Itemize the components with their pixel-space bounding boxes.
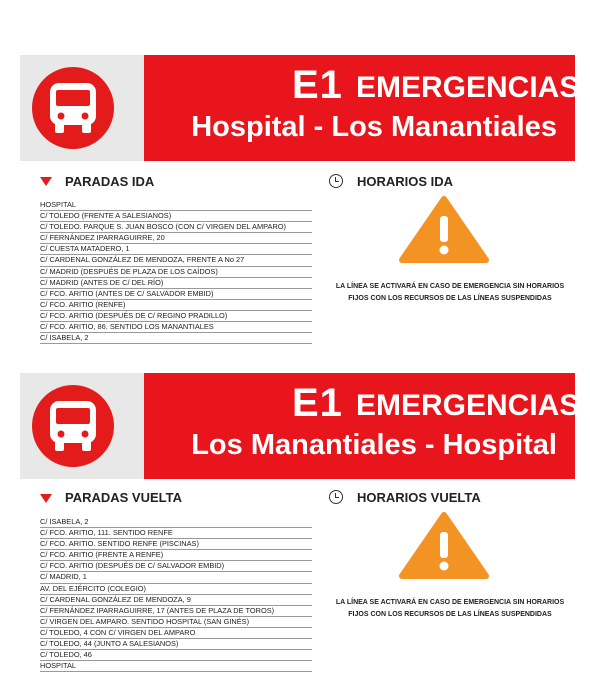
- schedule-title: HORARIOS VUELTA: [357, 490, 481, 505]
- list-item: C/ TOLEDO, 44 (JUNTO A SALESIANOS): [40, 639, 312, 650]
- line-code: E1: [292, 63, 343, 107]
- vuelta-title-panel: [144, 373, 580, 479]
- list-item: C/ FCO. ARITIO (FRENTE A RENFE): [40, 550, 312, 561]
- list-item: C/ TOLEDO. PARQUE S. JUAN BOSCO (CON C/ VIRGEN DEL AMPARO): [40, 222, 312, 233]
- list-item: HOSPITAL: [40, 661, 312, 672]
- notice-line: FIJOS CON LOS RECURSOS DE LAS LÍNEAS SUSPENDIDAS: [348, 295, 552, 302]
- notice-line: LA LÍNEA SE ACTIVARÁ EN CASO DE EMERGENCIA SIN HORARIOS: [335, 599, 565, 606]
- list-item: C/ ISABELA, 2: [40, 517, 312, 528]
- list-item: C/ TOLEDO, 46: [40, 650, 312, 661]
- ida-stops-list: [40, 200, 312, 344]
- ida-header-banner: [20, 55, 580, 161]
- list-item: C/ FERNÁNDEZ IPARRAGUIRRE, 20: [40, 233, 312, 244]
- bus-icon: [32, 67, 114, 149]
- line-type: EMERGENCIAS: [356, 71, 580, 104]
- list-item: C/ MADRID (DESPUÉS DE PLAZA DE LOS CAÍDOS): [40, 267, 312, 278]
- route-name: Hospital - Los Manantiales: [191, 111, 557, 143]
- clock-icon: [329, 174, 343, 188]
- ida-notice: [330, 281, 570, 305]
- bus-icon: [32, 385, 114, 467]
- list-item: C/ CARDENAL GONZÁLEZ DE MENDOZA, 9: [40, 595, 312, 606]
- list-item: AV. DEL EJÉRCITO (COLEGIO): [40, 584, 312, 595]
- line-type: EMERGENCIAS: [356, 389, 580, 422]
- list-item: C/ FCO. ARITIO (RENFE): [40, 300, 312, 311]
- list-item: C/ MADRID, 1: [40, 572, 312, 583]
- list-item: HOSPITAL: [40, 200, 312, 211]
- list-item: C/ MADRID (ANTES DE C/ DEL RÍO): [40, 278, 312, 289]
- list-item: C/ FCO. ARITIO, 111. SENTIDO RENFE: [40, 528, 312, 539]
- notice-line: FIJOS CON LOS RECURSOS DE LAS LÍNEAS SUSPENDIDAS: [348, 611, 552, 618]
- route-name: Los Manantiales - Hospital: [191, 429, 557, 461]
- list-item: C/ TOLEDO, 4 CON C/ VIRGEN DEL AMPARO: [40, 628, 312, 639]
- list-item: C/ FCO. ARITIO (DESPUÉS DE C/ SALVADOR EMBID): [40, 561, 312, 572]
- stops-title: PARADAS IDA: [65, 174, 155, 189]
- warning-icon: [398, 196, 490, 269]
- list-item: C/ CARDENAL GONZÁLEZ DE MENDOZA, FRENTE A No 27: [40, 255, 312, 266]
- list-item: C/ FCO. ARITIO, 86. SENTIDO LOS MANANTIALES: [40, 322, 312, 333]
- list-item: C/ FCO. ARITIO. SENTIDO RENFE (PISCINAS): [40, 539, 312, 550]
- schedule-title: HORARIOS IDA: [357, 174, 454, 189]
- down-triangle-icon: [40, 177, 52, 186]
- stops-title: PARADAS VUELTA: [65, 490, 182, 505]
- vuelta-notice: [330, 597, 570, 621]
- vuelta-stops-list: [40, 517, 312, 672]
- vuelta-header-banner: [20, 373, 580, 479]
- warning-icon: [398, 512, 490, 585]
- line-code: E1: [292, 381, 343, 425]
- list-item: C/ FERNÁNDEZ IPARRAGUIRRE, 17 (ANTES DE PLAZA DE TOROS): [40, 606, 312, 617]
- list-item: C/ CUESTA MATADERO, 1: [40, 244, 312, 255]
- notice-line: LA LÍNEA SE ACTIVARÁ EN CASO DE EMERGENCIA SIN HORARIOS: [335, 283, 565, 290]
- list-item: C/ TOLEDO (FRENTE A SALESIANOS): [40, 211, 312, 222]
- list-item: C/ FCO. ARITIO (DESPUÉS DE C/ REGINO PRADILLO): [40, 311, 312, 322]
- down-triangle-icon: [40, 494, 52, 503]
- ida-title-panel: [144, 55, 580, 161]
- list-item: C/ ISABELA, 2: [40, 333, 312, 344]
- clock-icon: [329, 490, 343, 504]
- list-item: C/ FCO. ARITIO (ANTES DE C/ SALVADOR EMBID): [40, 289, 312, 300]
- list-item: C/ VIRGEN DEL AMPARO. SENTIDO HOSPITAL (SAN GINÉS): [40, 617, 312, 628]
